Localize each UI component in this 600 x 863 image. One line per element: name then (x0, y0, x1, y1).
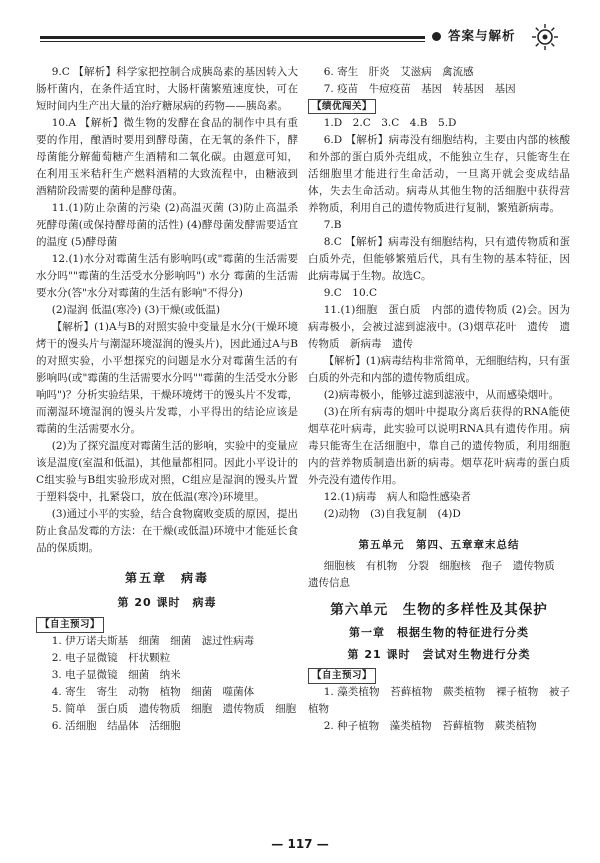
answer-7: 7.B (323, 219, 342, 231)
answer-12-sub: (2)湿润 低温(寒冷) (3)干燥(或低温) (51, 304, 221, 316)
preview-item-8: 7. 疫苗 牛痘疫苗 基因 转基因 基因 (323, 83, 516, 95)
preview-item-2: 2. 电子显微镜 杆状颗粒 (51, 652, 171, 665)
section-tag-xuyou: 【绩优闯关】 (308, 99, 376, 114)
analysis-11-2: (2)病毒极小，能够过滤到滤液中，从而感染烟叶。 (323, 389, 560, 401)
section-tag-2: 【自主预习】 (308, 668, 376, 683)
lesson-heading: 第 20 课时 病毒 (117, 596, 217, 610)
section-tag: 【自主预习】 (36, 617, 104, 632)
preview-item-3: 3. 电子显微镜 细菌 纳米 (51, 669, 181, 682)
answer-8: 8.C 【解析】病毒没有细胞结构，只有遗传物质和蛋白质外壳，但能够繁殖后代，具有生物的基本特征，因此病毒属于生物。故选C。 (308, 236, 570, 282)
analysis-12-2: (2)为了探究温度对霉菌生活的影响，实验中的变量应该是温度(室温和低温)，其他量都相同。因此小平设计的C组实验与B组实验形成对照，C组应是湿润的馒头片置于塑料袋中，扎紧袋口，放在低温(寒冷)环境里。 (36, 440, 298, 503)
answer-12: 12.(1)水分对霉菌生活有影响吗(或"霉菌的生活需要水分吗""霉菌的生活受水分影响吗") 水分 霉菌的生活需要水分(答"水分对霉菌的生活有影响"不得分) (36, 253, 298, 299)
header-bullet-icon (432, 32, 441, 41)
answer-12-sub: (2)动物 (3)自我复制 (4)D (323, 508, 461, 520)
preview-item-7: 6. 寄生 肝炎 艾滋病 禽流感 (323, 66, 474, 78)
answer-12: 12.(1)病毒 病人和隐性感染者 (323, 491, 471, 503)
left-column (36, 64, 298, 735)
unit-heading: 第六单元 生物的多样性及其保护 (330, 602, 548, 618)
preview-item-6: 6. 活细胞 结晶体 活细胞 (51, 720, 181, 733)
analysis-12-1: 【解析】(1)A与B的对照实验中变量是水分(干燥环境烤干的馒头片与潮湿环境湿润的馒头片)，因此通过A与B的对照实验，小平想探究的问题是水分对霉菌生活的有影响吗(或"霉菌的生活需要水分吗""霉菌的生活受水分影响吗")？分析实验结果，干燥环境烤干的馒头片不发霉，而潮湿环境湿润的馒头片发霉，小平得出的结论应该是霉菌的生活需要水分。 (36, 321, 298, 435)
answer-11: 11.(1)防止杂菌的污染 (2)高温灭菌 (3)防止高温杀死酵母菌(或保持酵母菌的活性) (4)酵母菌发酵需要适宜的温度 (5)酵母菌 (36, 202, 298, 248)
page-number: — 117 — (271, 837, 329, 851)
lesson-heading-2: 第 21 课时 尝试对生物进行分类 (347, 647, 531, 661)
header-title: 答案与解析 (448, 28, 516, 43)
summary-heading: 第五单元 第四、五章章末总结 (358, 539, 520, 551)
answer-9: 9.C 【解析】科学家把控制合成胰岛素的基因转入大肠杆菌内，在条件适宜时，大肠杆菌繁殖速度快，可在短时间内生产出大量的治疗糖尿病的药物——胰岛素。 (36, 66, 298, 112)
answer-10: 10.A 【解析】微生物的发酵在食品的制作中具有重要的作用，酿酒时要用到酵母菌，在无氧的条件下，酵母菌能分解葡萄糖产生酒精和二氧化碳。由题意可知，在利用玉米秸秆生产燃料酒精的大致流程中，由糖液到酒精阶段需要的菌种是酵母菌。 (36, 117, 298, 197)
answer-6: 6.D 【解析】病毒没有细胞结构，主要由内部的核酸和外部的蛋白质外壳组成，不能独立生存，只能寄生在活细胞里才能进行生命活动，一旦离开就会变成结晶体，失去生命活动。病毒从其他生物的活细胞中获得营养物质，利用自己的遗传物质进行复制，繁殖新病毒。 (308, 134, 570, 214)
preview-item-5: 5. 简单 蛋白质 遗传物质 细胞 遗传物质 细胞 (51, 703, 297, 716)
analysis-11-1: 【解析】(1)病毒结构非常简单，无细胞结构，只有蛋白质的外壳和内部的遗传物质组成。 (308, 355, 570, 384)
analysis-11-3: (3)在所有病毒的烟叶中提取分离后获得的RNA能使烟草花叶病毒，此实验可以说明RNA具有遗传作用。病毒只能寄生在活细胞中，靠自己的遗传物质，利用细胞内的营养物质制造出新的病毒。烟草花叶病毒的蛋白质外壳没有遗传作用。 (308, 406, 570, 486)
preview-2-item-1: 1. 藻类植物 苔藓植物 蕨类植物 裸子植物 被子植物 (308, 686, 570, 716)
preview-item-1: 1. 伊万诺夫斯基 细菌 细菌 滤过性病毒 (51, 635, 255, 648)
sun-logo-icon (530, 22, 560, 52)
right-column (308, 64, 570, 735)
analysis-12-3: (3)通过小平的实验，结合食物腐败变质的原因，提出防止食品发霉的方法：在干燥(或低温)环境中才能延长食品的保质期。 (36, 508, 298, 554)
summary-line-1: 细胞核 有机物 分裂 细胞核 孢子 遗传物质 (323, 560, 555, 572)
header-rule-thin (40, 41, 425, 42)
answer-11: 11.(1)细胞 蛋白质 内部的遗传物质 (2)会。因为病毒极小，会被过滤到滤液中。(3)烟草花叶 遗传 遗传物质 新病毒 遗传 (308, 304, 570, 350)
preview-2-item-2: 2. 种子植物 藻类植物 苔藓植物 蕨类植物 (323, 720, 537, 733)
summary-line-2: 遗传信息 (308, 577, 350, 589)
mc-answers: 1.D 2.C 3.C 4.B 5.D (323, 117, 457, 129)
answer-9-10: 9.C 10.C (323, 287, 378, 299)
page-header (0, 0, 600, 60)
chapter-heading: 第五章 病毒 (124, 571, 209, 585)
chapter-heading-2: 第一章 根据生物的特征进行分类 (349, 625, 529, 639)
preview-item-4: 4. 寄生 寄生 动物 植物 细菌 噬菌体 (51, 686, 255, 699)
header-rule-thick (40, 36, 425, 39)
